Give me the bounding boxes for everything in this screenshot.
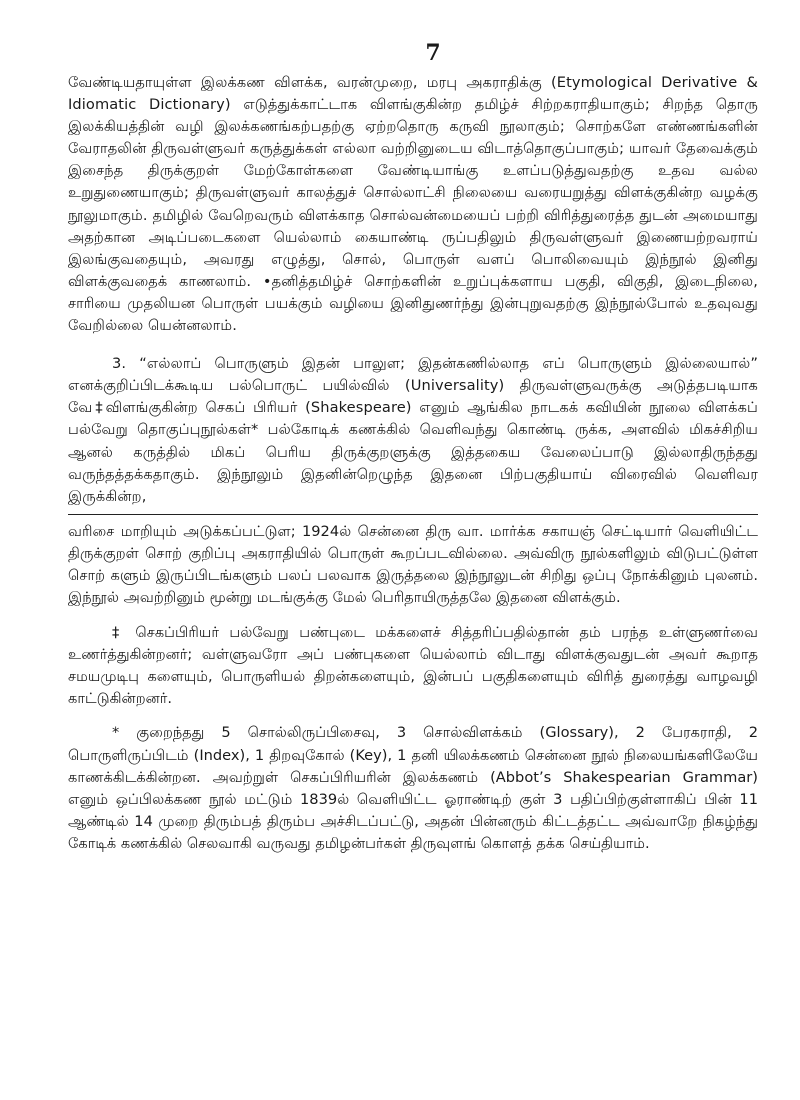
- body-paragraph-2: 3. “எல்லாப் பொருளும் இதன் பாலுள; இதன்கணில்லாத எப் பொருளும் இல்லையால்” எனக்குறிப்பிடக்கூடிய பல்பொருட் பயில்வில் (Universality) திருவள்ளுவருக்கு அடுத்தபடியாக வே‡விளங்குகின்ற செகப் பிரியர் (Shakespeare) எனும் ஆங்கில நாடகக் கவியின் நூலை விளக்கப் பல்வேறு தொகுப்புநூல்கள்* பல்கோடிக் கணக்கில் வெளிவந்து கொண்டி ருக்க, அளவில் மிகச்சிறிய ஆனல் கருத்தில் மிகப் பெரிய திருக்குறளுக்கு இத்தகைய வேலைப்பாடு இல்லாதிருந்தது வருந்தத்தக்கதாகும். இந்நூலும் இதனின்றெழுந்த இதனை பிற்பகுதியாய் விரைவில் வெளிவர இருக்கின்ற,: [68, 355, 758, 505]
- body-paragraph-1: வேண்டியதாயுள்ள இலக்கண விளக்க, வரன்முறை, மரபு அகராதிக்கு (Etymological Derivative & Idiomatic Dictionary) எடுத்துக்காட்டாக விளங்குகின்ற தமிழ்ச் சிற்றகராதியாகும்; சிறந்த தொரு இலக்கியத்தின் வழி இலக்கணங்கற்பதற்கு ஏற்றதொரு கருவி நூலாகும்; சொற்களே எண்ணங்களின் வேராதலின் திருவள்ளுவர் கருத்துக்கள் எல்லா வற்றினுடைய விடாத்தொகுப்பாகும்; யாவர் தேவைக்கும் இசைந்த திருக்குறள் மேற்கோள்களை வேண்டியாங்கு உளப்படுத்துவதற்கு உதவ வல்ல உறுதுணையாகும்; திருவள்ளுவர் காலத்துச் சொல்லாட்சி நிலையை வரையறுத்து விளக்குகின்ற வழக்கு நூலுமாகும். தமிழில் வேறெவரும் விளக்காத சொல்வன்மையைப் பற்றி விரித்துரைத்த துடன் அமையாது அதற்கான அடிப்படைகளை யெல்லாம் கையாண்டி ருப்பதிலும் திருவள்ளுவர் இணையற்றவராய் இலங்குவதையும், அவரது எழுத்து, சொல், பொருள் வளப் பொலிவையும் இந்நூல் இனிது விளக்குவதைக் காணலாம். •தனித்தமிழ்ச் சொற்களின் உறுப்புக்களாய பகுதி, விகுதி, இடைநிலை, சாரியை முதலியன பொருள் பயக்கும் வழியை இனிதுணர்ந்து இன்புறுவதற்கு இந்நூல்போல் உதவுவது வேறில்லை யென்னலாம்.: [68, 74, 758, 335]
- page-number: 7: [425, 40, 441, 66]
- footnote-asterisk: * குறைந்தது 5 சொல்லிருப்பிசைவு, 3 சொல்விளக்கம் (Glossary), 2 பேரகராதி, 2 பொருளிருப்பிடம் (Index), 1 திறவுகோல் (Key), 1 தனி யிலக்கணம் சென்னை நூல் நிலையங்களிலேயே காணக்கிடக்கின்றன. அவற்றுள் செகப்பிரியரின் இலக்கணம் (Abbot’s Shakespearian Grammar) எனும் ஒப்பிலக்கண நூல் மட்டும் 1839ல் வெளியிட்ட ஓராண்டிற் குள் 3 பதிப்பிற்குள்ளாகிப் பின் 11 ஆண்டில் 14 முறை திரும்பத் திரும்ப அச்சிடப்பட்டு, அதன் பின்னரும் கிட்டத்தட்ட அவ்வாறே நிகழ்ந்து கோடிக் கணக்கில் செலவாகி வருவது தமிழன்பர்கள் திருவுளங் கொளத் தக்க செய்தியாம்.: [68, 724, 758, 853]
- footnote-divider: [68, 514, 758, 515]
- footnote-continuation: வரிசை மாறியும் அடுக்கப்பட்டுள; 1924ல் சென்னை திரு வா. மார்க்க சகாயஞ் செட்டியார் வெளியிட்ட திருக்குறள் சொற் குறிப்பு அகராதியில் பொருள் கூறப்படவில்லை. அவ்விரு நூல்களிலும் விடுபட்டுள்ள சொற் களும் இருப்பிடங்களும் பலப் பலவாக இருத்தலை இந்நூலுடன் சிறிது ஒப்பு நோக்கினும் புலனம். இந்நூல் அவற்றினும் மூன்று மடங்குக்கு மேல் பெரிதாயிருத்தலே இதனை விளக்கும்.: [68, 522, 758, 607]
- footnote-double-dagger: ‡ செகப்பிரியர் பல்வேறு பண்புடை மக்களைச் சித்தரிப்பதில்தான் தம் பரந்த உள்ளுணர்வை உணர்த்துகின்றனர்; வள்ளுவரோ அப் பண்புகளை யெல்லாம் விடாது விளக்குவதுடன் அவர் கூறாத சமயமுடிபு களையும், பொருளியல் திறன்களையும், இன்பப் பகுதிகளையும் விரித் துரைத்து வாழவழி காட்டுகின்றனர்.: [68, 623, 758, 708]
